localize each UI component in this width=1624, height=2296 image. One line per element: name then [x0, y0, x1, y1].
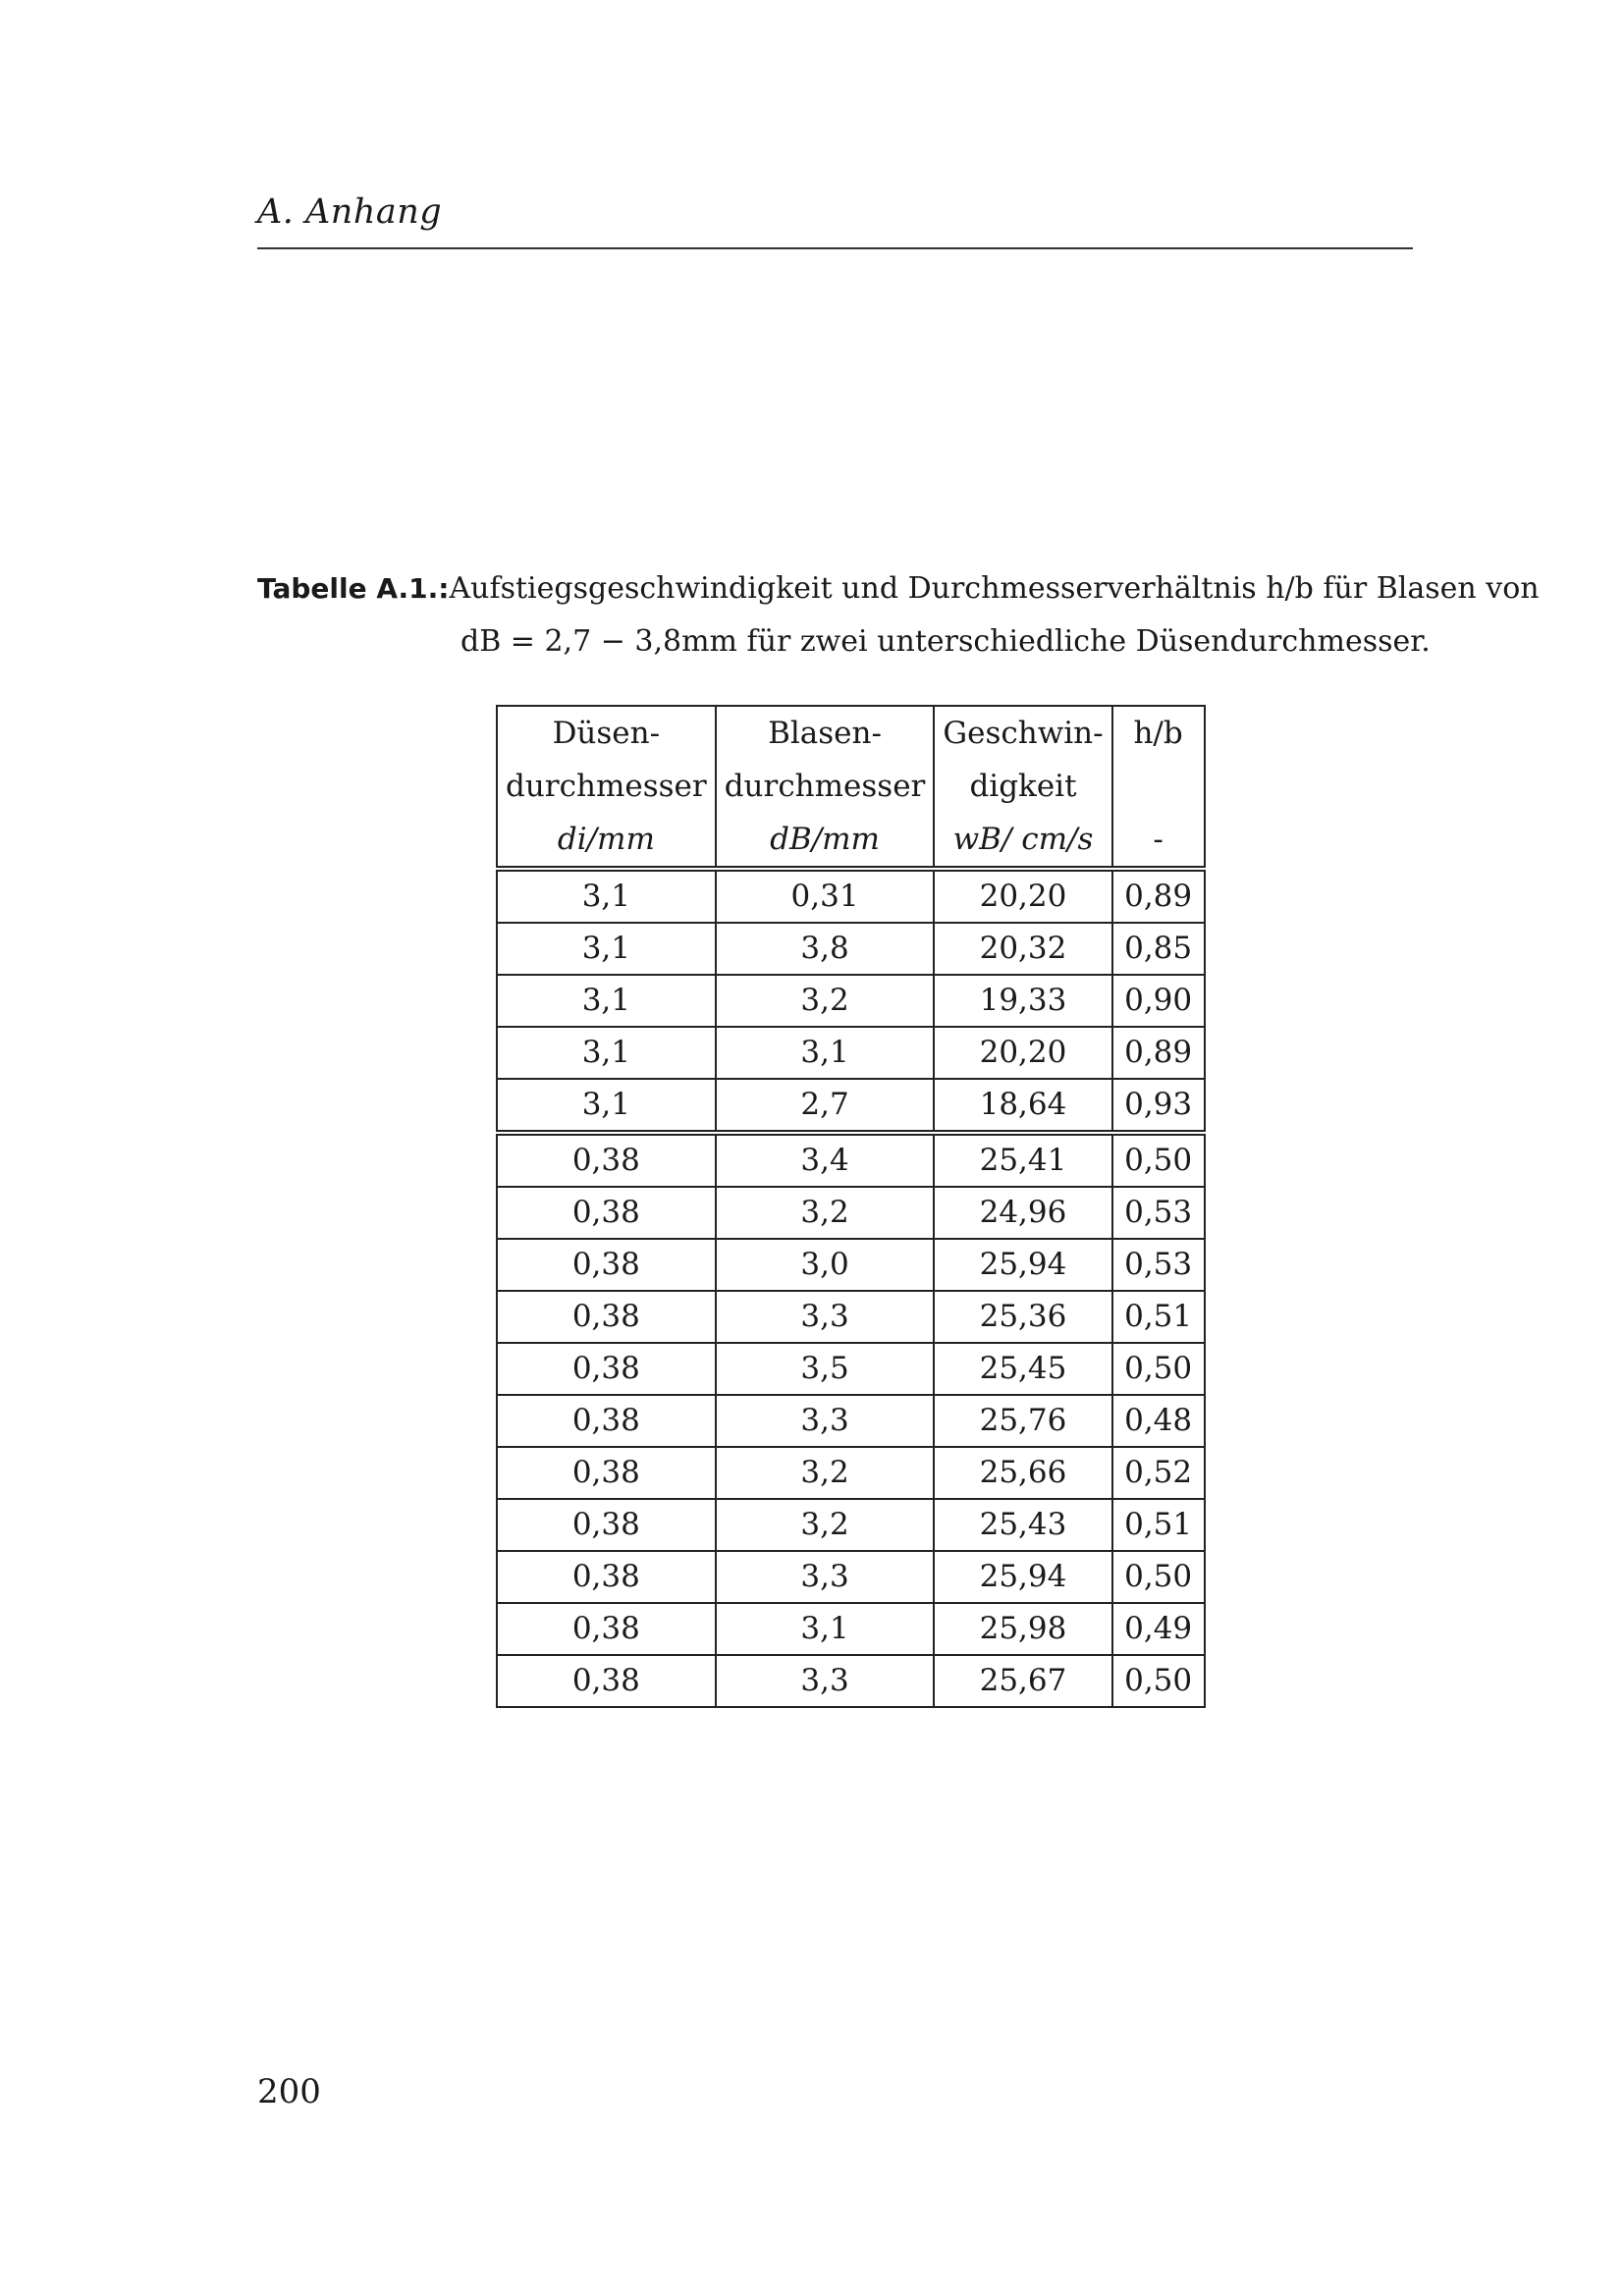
data-table-wrapper	[496, 705, 1206, 1708]
table-cell: 3,0	[716, 1239, 935, 1291]
table-caption	[257, 562, 1540, 668]
caption-label: Tabelle A.1.:	[257, 572, 450, 605]
table-cell: 25,41	[934, 1133, 1111, 1187]
table-cell: 18,64	[934, 1079, 1111, 1133]
header-cell	[1112, 760, 1205, 813]
table-cell: 19,33	[934, 975, 1111, 1027]
table-cell: 3,5	[716, 1343, 935, 1395]
table-cell: 0,89	[1112, 869, 1205, 923]
table-cell: 0,50	[1112, 1343, 1205, 1395]
table-cell: 0,50	[1112, 1655, 1205, 1707]
table-cell: 0,38	[497, 1395, 716, 1447]
header-cell: Blasen-	[716, 706, 935, 760]
table-row	[497, 1603, 1205, 1655]
table-row	[497, 1395, 1205, 1447]
table-cell: 3,1	[497, 975, 716, 1027]
table-cell: 3,3	[716, 1291, 935, 1343]
table-cell: 0,38	[497, 1603, 716, 1655]
table-cell: 0,38	[497, 1239, 716, 1291]
header-cell: durchmesser	[497, 760, 716, 813]
caption-text-line1: Aufstiegsgeschwindigkeit und Durchmesserverhältnis h/b für Blasen von	[449, 571, 1540, 606]
table-cell: 3,4	[716, 1133, 935, 1187]
table-cell: 3,1	[497, 1079, 716, 1133]
table-cell: 3,2	[716, 1187, 935, 1239]
table-cell: 20,32	[934, 923, 1111, 975]
table-cell: 3,2	[716, 1447, 935, 1499]
table-cell: 25,43	[934, 1499, 1111, 1551]
table-cell: 0,53	[1112, 1187, 1205, 1239]
table-cell: 0,49	[1112, 1603, 1205, 1655]
table-cell: 0,48	[1112, 1395, 1205, 1447]
header-cell: durchmesser	[716, 760, 935, 813]
table-row	[497, 1655, 1205, 1707]
table-row	[497, 975, 1205, 1027]
table-cell: 3,1	[497, 923, 716, 975]
table-cell: 3,1	[716, 1027, 935, 1079]
table-row	[497, 1239, 1205, 1291]
table-cell: 3,3	[716, 1395, 935, 1447]
table-cell: 0,38	[497, 1291, 716, 1343]
table-cell: 0,38	[497, 1187, 716, 1239]
table-cell: 0,51	[1112, 1499, 1205, 1551]
table-body	[497, 869, 1205, 1707]
header-cell: di/mm	[497, 813, 716, 869]
header-row-1	[497, 706, 1205, 760]
table-row	[497, 1343, 1205, 1395]
data-table	[496, 705, 1206, 1708]
table-cell: 0,38	[497, 1343, 716, 1395]
table-cell: 0,85	[1112, 923, 1205, 975]
header-cell: Geschwin-	[934, 706, 1111, 760]
table-row	[497, 1187, 1205, 1239]
table-row	[497, 1447, 1205, 1499]
header-cell: wB/ cm/s	[934, 813, 1111, 869]
table-cell: 25,66	[934, 1447, 1111, 1499]
table-cell: 0,50	[1112, 1551, 1205, 1603]
page-number: 200	[257, 2072, 321, 2111]
table-cell: 0,50	[1112, 1133, 1205, 1187]
table-cell: 0,90	[1112, 975, 1205, 1027]
header-row-3	[497, 813, 1205, 869]
table-cell: 3,2	[716, 975, 935, 1027]
header-cell: dB/mm	[716, 813, 935, 869]
table-cell: 25,98	[934, 1603, 1111, 1655]
header-cell: digkeit	[934, 760, 1111, 813]
table-cell: 3,3	[716, 1551, 935, 1603]
table-cell: 20,20	[934, 869, 1111, 923]
table-cell: 25,36	[934, 1291, 1111, 1343]
table-cell: 0,38	[497, 1447, 716, 1499]
header-row-2	[497, 760, 1205, 813]
table-row	[497, 1291, 1205, 1343]
table-row	[497, 1079, 1205, 1133]
table-cell: 3,8	[716, 923, 935, 975]
header-cell: h/b	[1112, 706, 1205, 760]
table-cell: 0,52	[1112, 1447, 1205, 1499]
table-cell: 25,45	[934, 1343, 1111, 1395]
running-head: A. Anhang	[257, 192, 443, 232]
table-row	[497, 1027, 1205, 1079]
table-row	[497, 923, 1205, 975]
table-row	[497, 1133, 1205, 1187]
table-cell: 25,76	[934, 1395, 1111, 1447]
table-cell: 0,53	[1112, 1239, 1205, 1291]
table-cell: 0,38	[497, 1133, 716, 1187]
table-cell: 0,89	[1112, 1027, 1205, 1079]
header-cell: -	[1112, 813, 1205, 869]
header-cell: Düsen-	[497, 706, 716, 760]
table-cell: 2,7	[716, 1079, 935, 1133]
table-cell: 25,67	[934, 1655, 1111, 1707]
table-cell: 0,31	[716, 869, 935, 923]
table-cell: 0,38	[497, 1499, 716, 1551]
table-cell: 3,1	[497, 869, 716, 923]
table-cell: 25,94	[934, 1239, 1111, 1291]
caption-text-line2: dB = 2,7 − 3,8mm für zwei unterschiedliche Düsendurchmesser.	[460, 624, 1431, 659]
table-cell: 0,51	[1112, 1291, 1205, 1343]
table-cell: 0,38	[497, 1551, 716, 1603]
table-cell: 25,94	[934, 1551, 1111, 1603]
header-rule	[257, 247, 1413, 249]
table-row	[497, 869, 1205, 923]
table-cell: 0,93	[1112, 1079, 1205, 1133]
table-cell: 20,20	[934, 1027, 1111, 1079]
table-cell: 3,3	[716, 1655, 935, 1707]
table-cell: 3,1	[497, 1027, 716, 1079]
table-row	[497, 1551, 1205, 1603]
table-cell: 3,1	[716, 1603, 935, 1655]
table-cell: 0,38	[497, 1655, 716, 1707]
table-cell: 24,96	[934, 1187, 1111, 1239]
table-row	[497, 1499, 1205, 1551]
table-cell: 3,2	[716, 1499, 935, 1551]
